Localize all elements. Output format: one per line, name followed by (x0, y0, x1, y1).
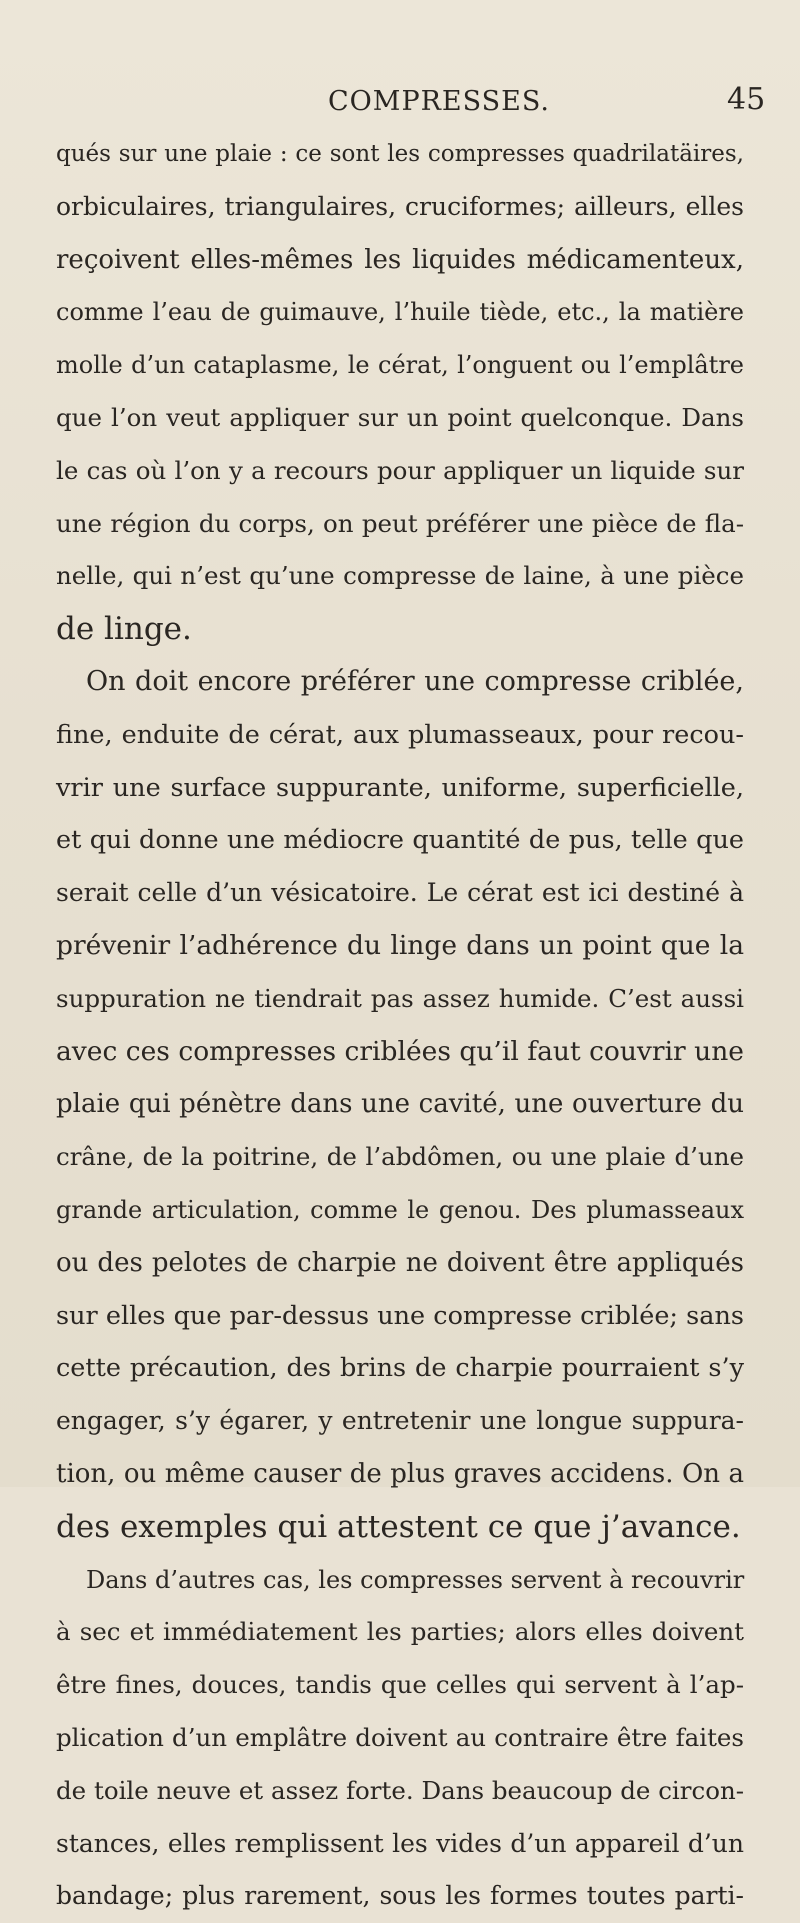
text-line: de toile neuve et assez forte. Dans beaucoup de circon- (56, 1775, 744, 1805)
text-line: cette précaution, des brins de charpie pourraient s’y (56, 1353, 744, 1384)
text-line: une région du corps, on peut préférer une pièce de fla- (56, 508, 744, 538)
text-line: grande articulation, comme le genou. Des plumasseaux (56, 1195, 744, 1224)
text-line: molle d’un cataplasme, le cérat, l’onguent ou l’emplâtre (56, 351, 744, 380)
text-line: stances, elles remplissent les vides d’un appareil d’un (56, 1828, 744, 1858)
text-line: plication d’un emplâtre doivent au contraire être faites (56, 1722, 744, 1752)
text-line: nelle, qui n’est qu’une compresse de laine, à une pièce (56, 561, 744, 591)
text-line: Dans d’autres cas, les compresses servent à recouvrir (86, 1565, 745, 1594)
text-line: tion, ou même causer de plus graves accidens. On a (56, 1458, 744, 1489)
running-head: COMPRESSES. (328, 86, 550, 117)
page-number: 45 (727, 82, 766, 117)
text-line: avec ces compresses criblées qu’il faut couvrir une (56, 1035, 744, 1067)
text-line: qués sur une plaie : ce sont les compresses quadrilatäires, (56, 141, 744, 167)
text-line: sur elles que par-dessus une compresse criblée; sans (56, 1300, 744, 1331)
text-line: serait celle d’un vésicatoire. Le cérat est ici destiné à (56, 878, 744, 908)
text-line: crâne, de la poitrine, de l’abdômen, ou une plaie d’une (56, 1142, 744, 1172)
text-line: comme l’eau de guimauve, l’huile tiède, etc., la matière (56, 298, 744, 327)
body-text (56, 128, 744, 1923)
text-line: que l’on veut appliquer sur un point quelconque. Dans (56, 402, 744, 432)
text-line: ou des pelotes de charpie ne doivent être appliqués (56, 1247, 744, 1278)
text-line: de linge. (56, 611, 192, 648)
text-line: vrir une surface suppurante, uniforme, superficielle, (56, 772, 744, 803)
text-line: et qui donne une médiocre quantité de pus, telle que (56, 825, 744, 856)
text-line: des exemples qui attestent ce que j’avance. (56, 1508, 741, 1545)
text-line: suppuration ne tiendrait pas assez humide. C’est aussi (56, 983, 744, 1013)
text-line: prévenir l’adhérence du linge dans un point que la (56, 929, 744, 961)
text-line: bandage; plus rarement, sous les formes toutes parti- (56, 1881, 744, 1911)
text-line: On doit encore préférer une compresse criblée, (86, 665, 744, 697)
text-line: le cas où l’on y a recours pour appliquer un liquide sur (56, 455, 744, 485)
text-line: reçoivent elles-mêmes les liquides médicamenteux, (56, 244, 744, 275)
page-header (0, 78, 800, 128)
text-line: fine, enduite de cérat, aux plumasseaux, pour recou- (56, 719, 744, 750)
text-line: plaie qui pénètre dans une cavité, une ouverture du (56, 1089, 744, 1120)
text-line: à sec et immédiatement les parties; alors elles doivent (56, 1617, 744, 1647)
text-line: engager, s’y égarer, y entretenir une longue suppura- (56, 1406, 744, 1436)
text-line: être fines, douces, tandis que celles qui servent à l’ap- (56, 1670, 744, 1700)
text-line: orbiculaires, triangulaires, cruciformes; ailleurs, elles (56, 191, 744, 221)
